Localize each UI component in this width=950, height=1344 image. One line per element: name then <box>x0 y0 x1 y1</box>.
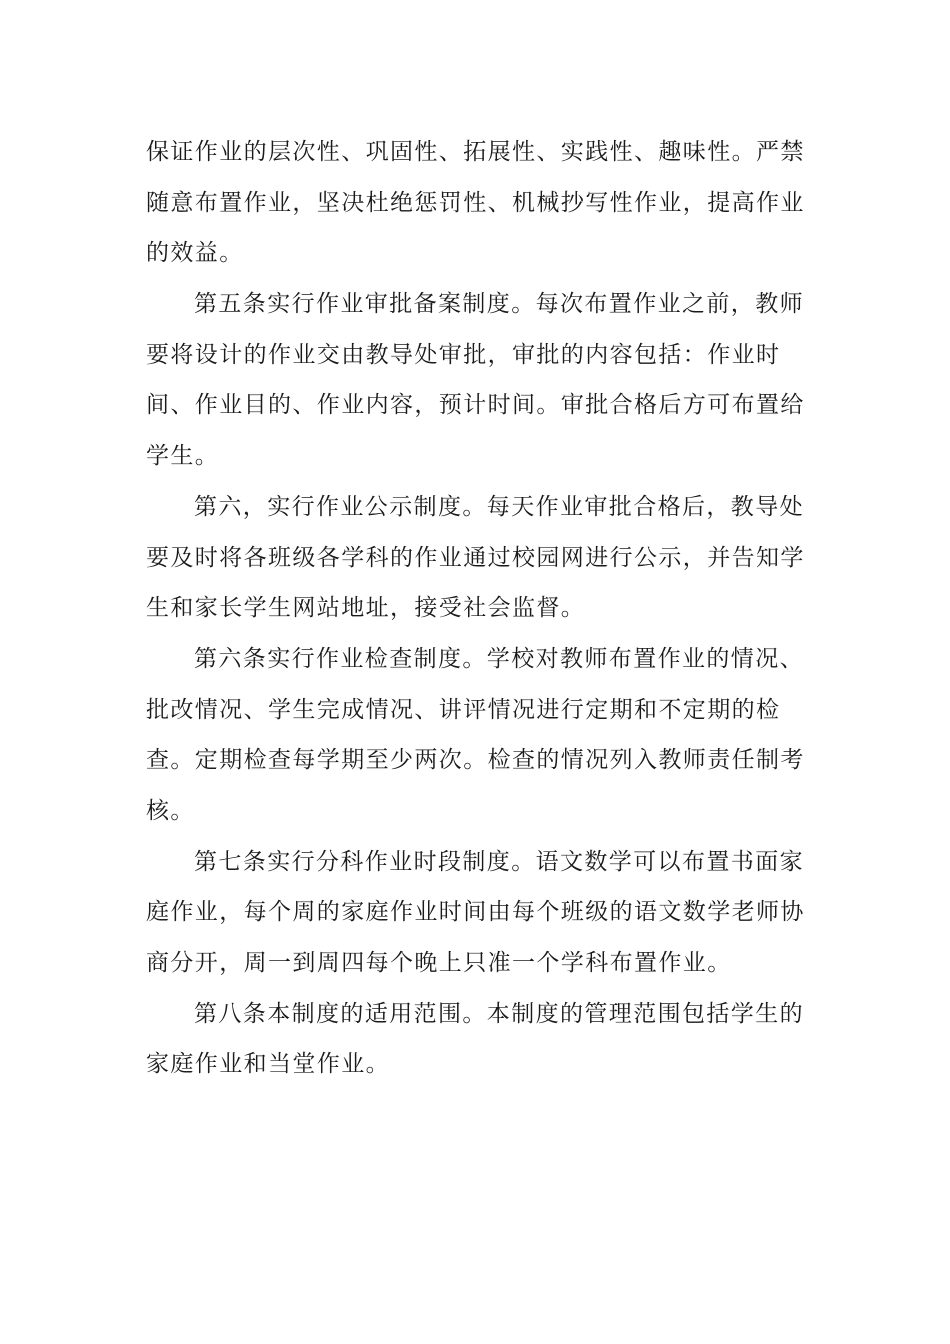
text-line: 的效益。 <box>146 240 244 267</box>
text-line: 随意布置作业，坚决杜绝惩罚性、机械抄写性作业，提高作业 <box>146 189 805 216</box>
text-line: 生和家长学生网站地址，接受社会监督。 <box>146 595 586 622</box>
text-line: 批改情况、学生完成情况、讲评情况进行定期和不定期的检 <box>146 696 781 723</box>
text-line: 庭作业，每个周的家庭作业时间由每个班级的语文数学老师协 <box>146 899 805 926</box>
text-line: 家庭作业和当堂作业。 <box>146 1051 390 1078</box>
text-line: 间、作业目的、作业内容，预计时间。审批合格后方可布置给 <box>146 392 805 419</box>
text-line: 第七条实行分科作业时段制度。语文数学可以布置书面家 <box>194 848 804 875</box>
text-line: 要将设计的作业交由教导处审批，审批的内容包括：作业时 <box>146 341 781 368</box>
text-line: 查。定期检查每学期至少两次。检查的情况列入教师责任制考 <box>146 747 805 774</box>
text-line: 第六条实行作业检查制度。学校对教师布置作业的情况、 <box>194 645 804 672</box>
text-line: 要及时将各班级各学科的作业通过校园网进行公示，并告知学 <box>146 544 805 571</box>
text-line: 第八条本制度的适用范围。本制度的管理范围包括学生的 <box>194 1000 804 1027</box>
text-line: 第六，实行作业公示制度。每天作业审批合格后，教导处 <box>194 493 804 520</box>
text-line: 保证作业的层次性、巩固性、拓展性、实践性、趣味性。严禁 <box>146 139 805 165</box>
text-line: 学生。 <box>146 443 220 470</box>
text-line: 核。 <box>146 797 195 824</box>
text-line: 第五条实行作业审批备案制度。每次布置作业之前，教师 <box>194 291 804 318</box>
text-line: 商分开，周一到周四每个晚上只准一个学科布置作业。 <box>146 950 732 976</box>
document-body <box>146 127 805 1090</box>
